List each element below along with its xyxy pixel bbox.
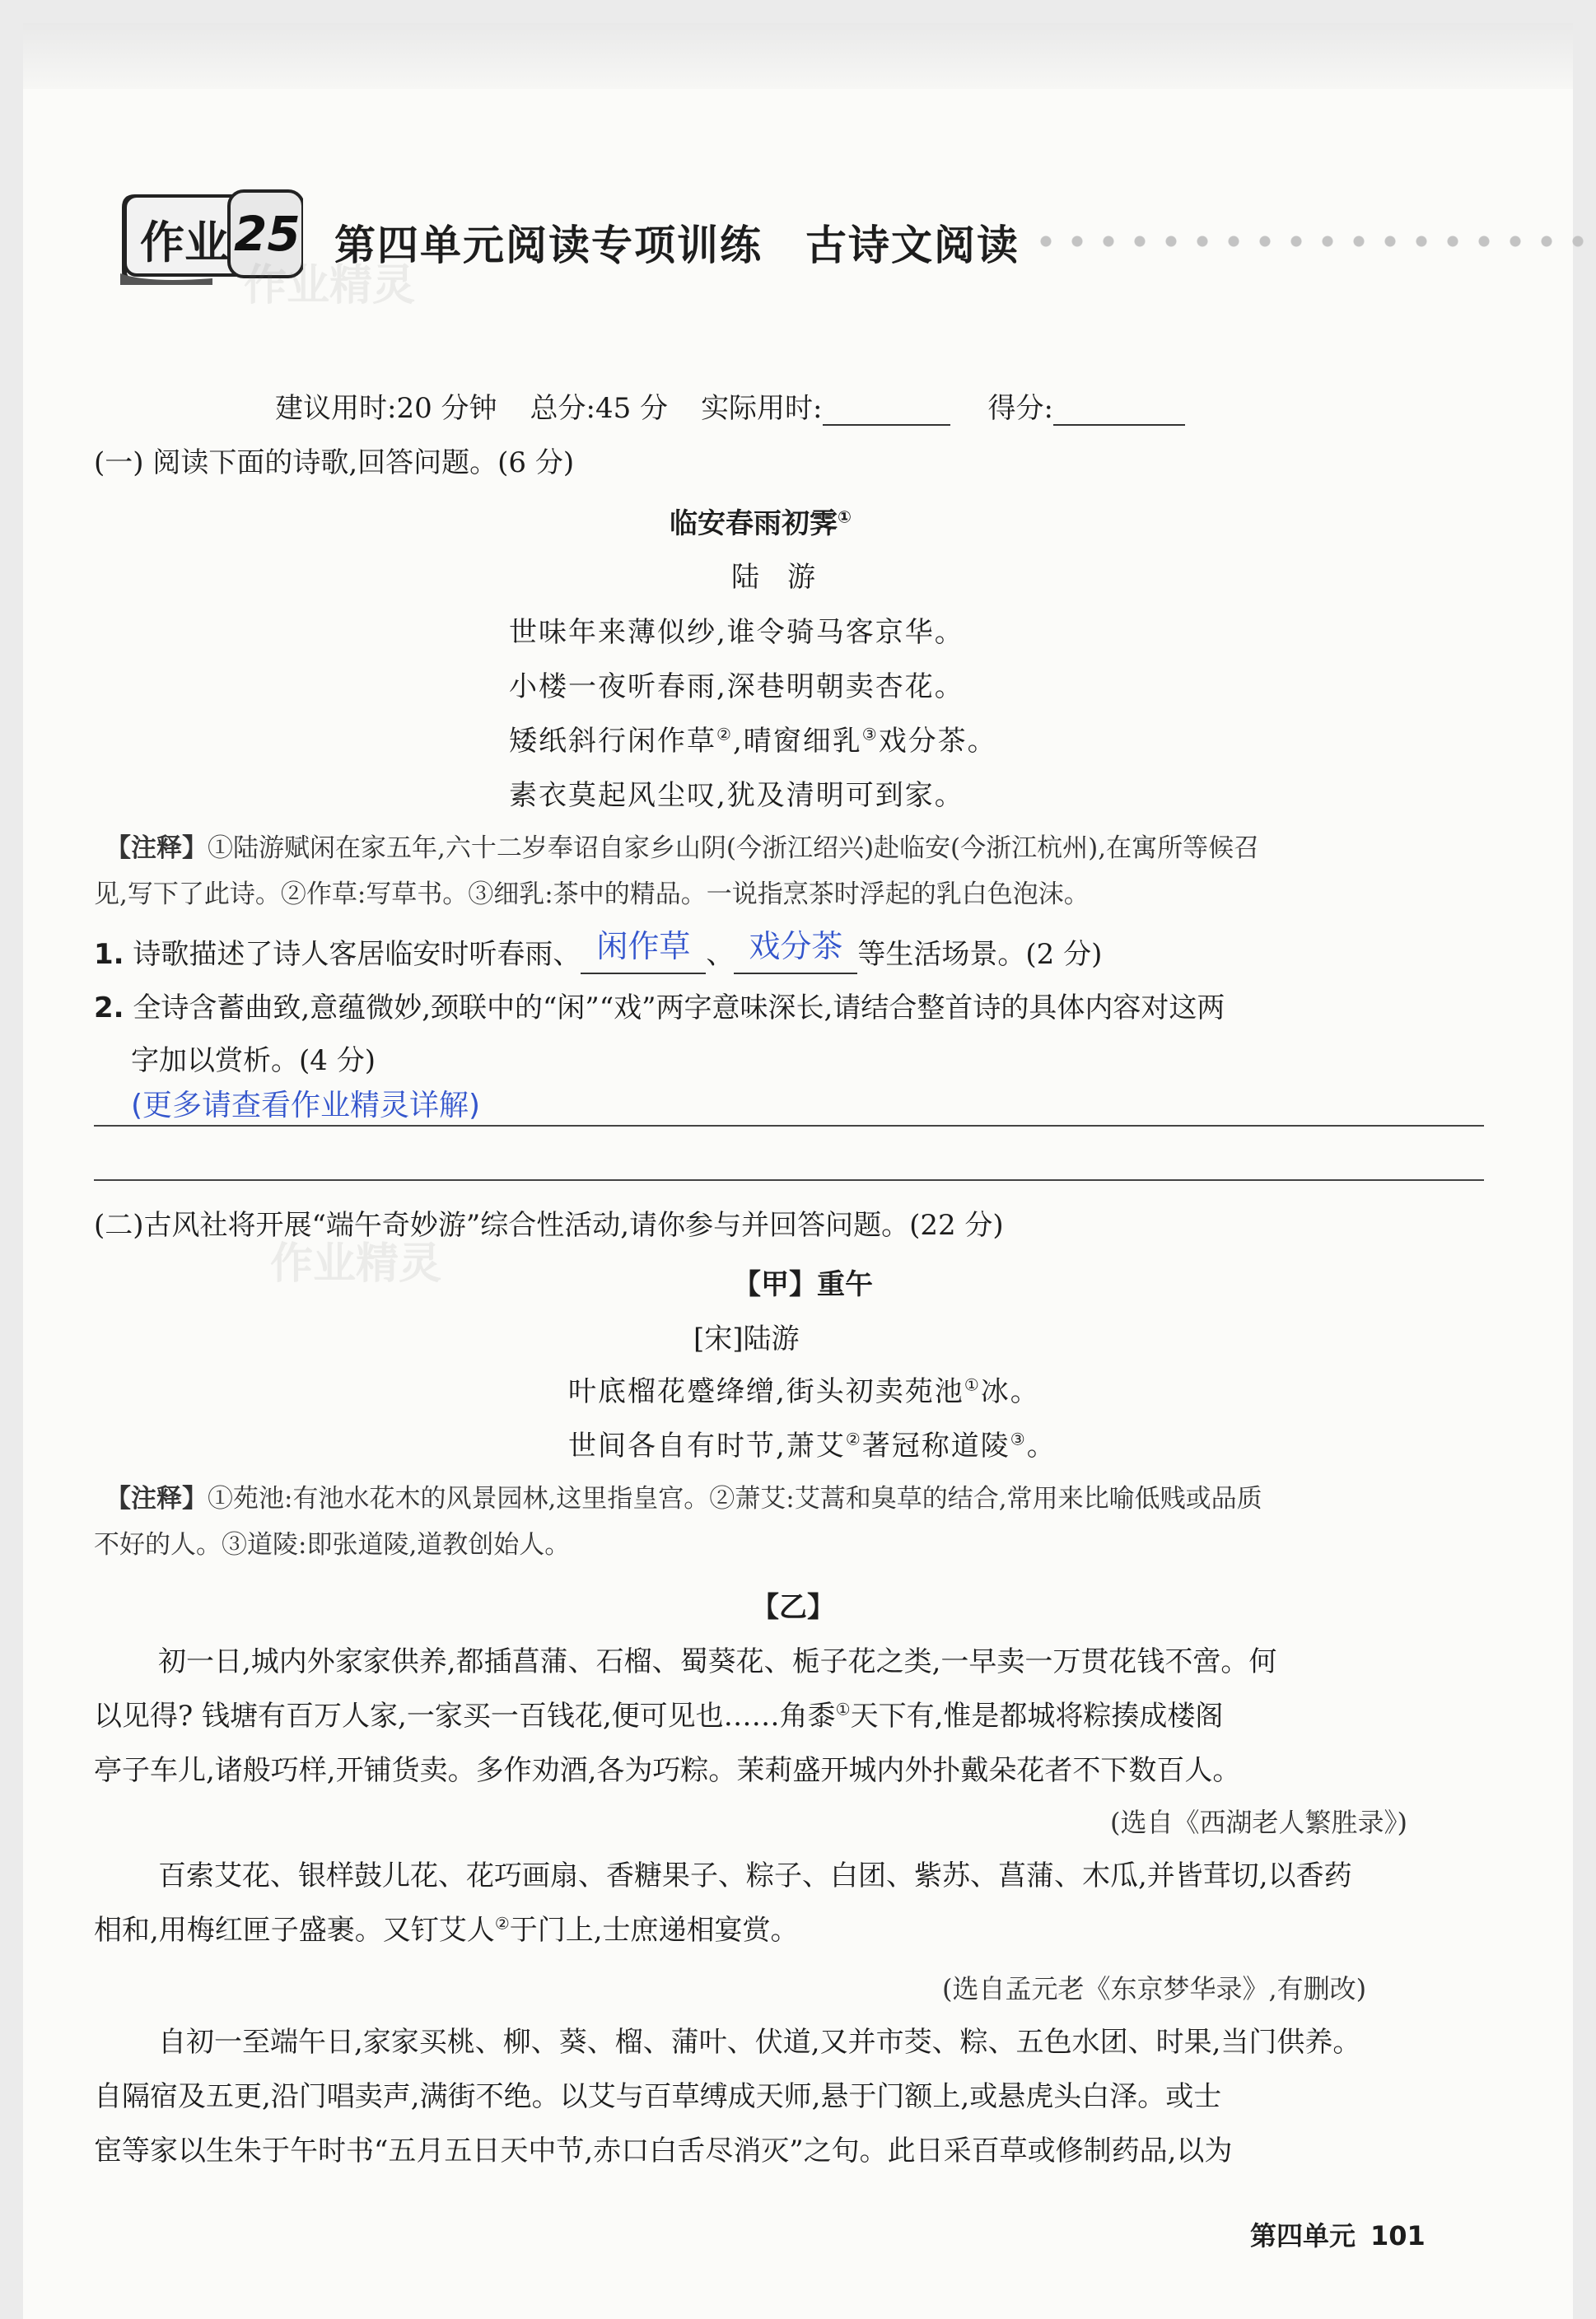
note-2-line-1: 【注释】①苑池:有池水花木的风景园林,这里指皇宫。②萧艾:艾蒿和臭草的结合,常用来比喻低贱或品质 <box>105 1484 1262 1514</box>
yi-p3-line-3: 宦等家以生朱于午时书“五月五日天中节,赤口白舌尽消灭”之句。此日采百草或修制药品,以为 <box>94 2135 1233 2167</box>
section1-intro: (一) 阅读下面的诗歌,回答问题。(6 分) <box>94 446 575 479</box>
suggested-time: 建议用时:20 分钟 <box>275 392 497 425</box>
page-footer <box>1250 2215 1426 2253</box>
yi-p1-line-1: 初一日,城内外家家供养,都插菖蒲、石榴、蜀葵花、栀子花之类,一早卖一万贯花钱不啻。何 <box>158 1645 1277 1678</box>
jia-author: [宋]陆游 <box>693 1323 800 1355</box>
score-field[interactable] <box>1053 394 1185 426</box>
yi-p2-line-1: 百索艾花、银样鼓儿花、花巧画扇、香糖果子、粽子、白团、紫苏、菖蒲、木瓜,并皆茸切,以香药 <box>158 1859 1352 1892</box>
section2-intro: (二)古风社将开展“端午奇妙游”综合性活动,请你参与并回答问题。(22 分) <box>94 1209 1004 1242</box>
badge-number: 25 <box>234 206 301 262</box>
score-label: 得分: <box>987 392 1053 425</box>
note-1-line-1: 【注释】①陆游赋闲在家五年,六十二岁奉诏自家乡山阴(今浙江绍兴)赴临安(今浙江杭州),在寓所等候召 <box>105 833 1260 863</box>
watermark: 作业精灵 <box>244 261 416 310</box>
jia-title: 【甲】重午 <box>733 1268 873 1301</box>
poem-title: 临安春雨初霁① <box>670 506 852 540</box>
page-number: 101 <box>1370 2220 1426 2251</box>
answer-blank-1[interactable]: 闲作草 <box>581 927 706 974</box>
page-title: 第四单元阅读专项训练 古诗文阅读 <box>334 222 1020 269</box>
meta-row <box>275 385 1185 426</box>
watermark-2: 作业精灵 <box>270 1239 442 1289</box>
note-1-line-2: 见,写下了此诗。②作草:写草书。③细乳:茶中的精品。一说指烹茶时浮起的乳白色泡沫。 <box>94 880 1090 909</box>
yi-p2-line-2: 相和,用梅红匣子盛裹。又钉艾人②于门上,士庶递相宴赏。 <box>94 1913 799 1947</box>
answer-line-1[interactable] <box>94 1125 1484 1127</box>
total-score: 总分:45 分 <box>530 392 669 425</box>
yi-p2-source: (选自孟元老《东京梦华录》,有删改) <box>942 1973 1367 2004</box>
poem-line-3: 矮纸斜行闲作草②,晴窗细乳③戏分茶。 <box>509 724 997 758</box>
note-marker: ① <box>838 506 852 527</box>
page <box>23 23 1573 2319</box>
actual-time-label: 实际用时: <box>701 392 823 425</box>
poem-line-4: 素衣莫起风尘叹,犹及清明可到家。 <box>509 779 964 812</box>
note-2-line-2: 不好的人。③道陵:即张道陵,道教创始人。 <box>94 1530 571 1560</box>
answer-blank-2[interactable]: 戏分茶 <box>734 927 857 974</box>
yi-p3-line-2: 自隔宿及五更,沿门唱卖声,满街不绝。以艾与百草缚成天师,悬于门额上,或悬虎头白泽。或士 <box>94 2080 1222 2113</box>
yi-p3-line-1: 自初一至端午日,家家买桃、柳、葵、榴、蒲叶、伏道,又并市茭、粽、五色水团、时果,当门供养。 <box>158 2026 1361 2059</box>
top-band <box>23 23 1573 89</box>
poem-line-1: 世味年来薄似纱,谁令骑马客京华。 <box>509 616 964 649</box>
title-dots <box>1040 236 1592 247</box>
question-2: 2. 全诗含蓄曲致,意蕴微妙,颈联中的“闲”“戏”两字意味深长,请结合整首诗的具体内容对这两 <box>94 992 1225 1024</box>
footer-unit: 第四单元 <box>1250 2220 1356 2251</box>
actual-time-field[interactable] <box>823 394 950 426</box>
yi-p1-line-3: 亭子车儿,诸般巧样,开铺货卖。多作劝酒,各为巧粽。茉莉盛开城内外扑戴朵花者不下数百人。 <box>94 1754 1241 1787</box>
jia-line-2: 世间各自有时节,萧艾②著冠称道陵③。 <box>568 1429 1057 1463</box>
yi-title: 【乙】 <box>751 1591 835 1624</box>
poem-author: 陆 游 <box>731 561 815 594</box>
badge-text: 作业 <box>140 217 229 268</box>
answer-link[interactable]: (更多请查看作业精灵详解) <box>131 1089 481 1122</box>
answer-line-2[interactable] <box>94 1179 1484 1181</box>
poem-line-2: 小楼一夜听春雨,深巷明朝卖杏花。 <box>509 670 964 703</box>
question-2-line-2: 字加以赏析。(4 分) <box>131 1044 376 1077</box>
yi-p1-line-2: 以见得? 钱塘有百万人家,一家买一百钱花,便可见也……角黍①天下有,惟是都城将粽揍成楼阁 <box>94 1699 1224 1733</box>
jia-line-1: 叶底榴花蹙绛缯,街头初卖苑池①冰。 <box>568 1374 1040 1408</box>
question-1: 1. 诗歌描述了诗人客居临安时听春雨、 闲作草 、 戏分茶 等生活场景。(2 分) <box>94 927 1102 974</box>
yi-p1-source: (选自《西湖老人繁胜录》) <box>1110 1807 1407 1838</box>
